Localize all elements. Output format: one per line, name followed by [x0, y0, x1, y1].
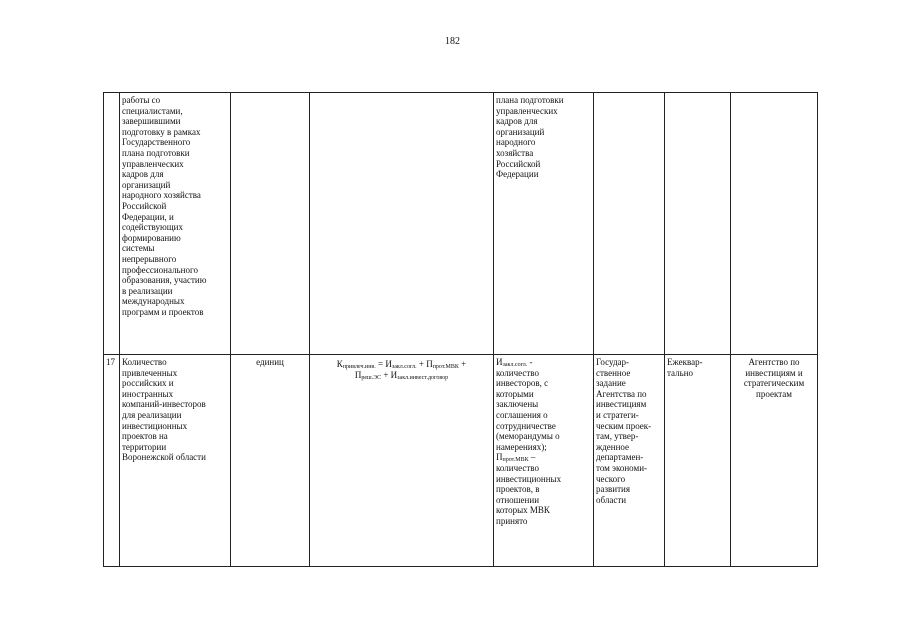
cell-source	[594, 93, 665, 355]
table-row-continuation	[104, 93, 818, 355]
table-row-17	[104, 355, 818, 567]
definition-text-2: – количество инвестиционных проектов, в отношении которых МВК принято	[496, 452, 562, 526]
cell-definitions	[494, 355, 594, 567]
cell-indicator: работы со специалистами, завершившими подготовку в рамках Государственного плана подготовки управленческих кадров для организаций народного хозяйства Российской Федерации, и содействующих формированию системы непрерывного профессионального образования, участию в реализации международных программ и проектов	[120, 93, 231, 355]
indicator-table	[103, 92, 818, 567]
formula-lhs: К	[336, 359, 343, 369]
formula-plus: +	[381, 370, 391, 380]
formula-equals: =	[375, 359, 386, 369]
cell-indicator: Количество привлеченных российских и иностранных компаний-инвесторов для реализации инвестиционных проектов на территории Воронежской области	[120, 355, 231, 567]
formula-plus: +	[458, 359, 467, 369]
definition-var-1-sub: закл.согл.	[502, 362, 528, 368]
cell-unit	[231, 93, 310, 355]
cell-responsible: Агентство по инвестициям и стратегическим проектам	[731, 355, 818, 567]
cell-responsible	[731, 93, 818, 355]
formula-term-3-sub: реш.ЭС	[361, 375, 382, 381]
cell-source: Государ- ственное задание Агентства по инвестициям и стратеги- ческим проек- там, утвер- жденное департамен- том экономи- ческого развития области	[594, 355, 665, 567]
formula-term-2: П	[426, 359, 433, 369]
definition-text-1: - количество инвесторов, с которыми заключены соглашения о сотрудничестве (меморандумы о намерениях);	[496, 357, 560, 452]
formula-term-2-sub: прот.МВК	[432, 364, 459, 370]
formula-term-1: И	[385, 359, 392, 369]
formula	[312, 357, 491, 381]
cell-definitions: плана подготовки управленческих кадров для организаций народного хозяйства Российской Федерации	[494, 93, 594, 355]
cell-formula	[310, 93, 494, 355]
formula-term-1-sub: закл.согл.	[391, 364, 417, 370]
formula-plus: +	[416, 359, 427, 369]
formula-term-4: И	[390, 370, 398, 380]
cell-unit: единиц	[231, 355, 310, 567]
definition-var-1: И	[496, 357, 503, 367]
formula-term-3: П	[354, 370, 362, 380]
definition-var-2: П	[496, 452, 503, 463]
definition-var-2-sub: прот.МВК	[502, 457, 529, 464]
cell-periodicity	[665, 93, 731, 355]
cell-number: 17	[104, 355, 120, 567]
cell-periodicity: Ежеквар- тально	[665, 355, 731, 567]
cell-number	[104, 93, 120, 355]
formula-lhs-sub: привлеч.инв.	[342, 364, 376, 370]
formula-term-4-sub: закл.инвест.договор	[397, 375, 449, 381]
cell-formula	[310, 355, 494, 567]
page-number: 182	[445, 36, 460, 47]
